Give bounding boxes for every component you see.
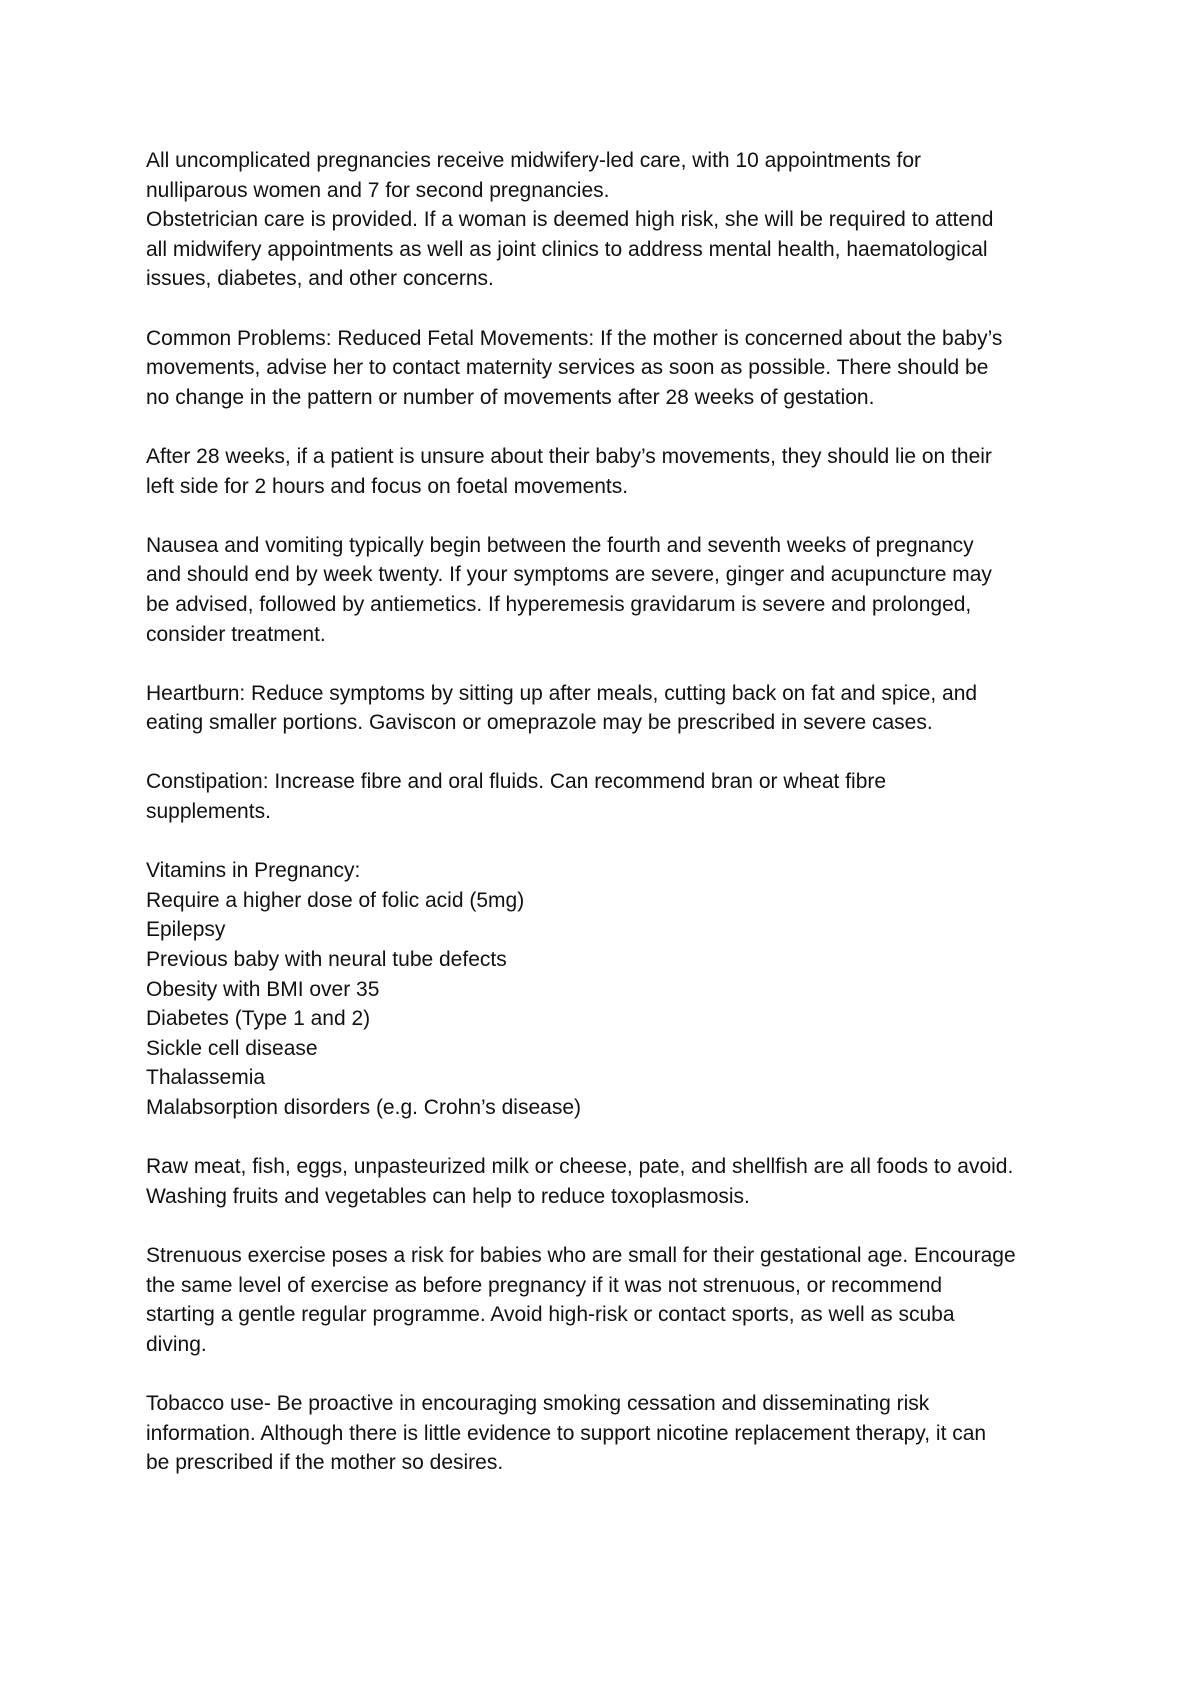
text-line: left side for 2 hours and focus on foetal movements.	[146, 474, 629, 498]
text-line: Raw meat, fish, eggs, unpasteurized milk or cheese, pate, and shellfish are all foods to avoid.	[146, 1155, 1014, 1179]
paragraph-after-28-weeks	[146, 442, 1066, 501]
text-line: Common Problems: Reduced Fetal Movements: If the mother is concerned about the baby’s	[146, 326, 1003, 350]
paragraph-constipation	[146, 767, 1066, 826]
text-line: movements, advise her to contact maternity services as soon as possible. There should be	[146, 356, 989, 380]
paragraph-tobacco-use	[146, 1389, 1066, 1478]
text-line: eating smaller portions. Gaviscon or omeprazole may be prescribed in severe cases.	[146, 711, 933, 735]
text-line: starting a gentle regular programme. Avoid high-risk or contact sports, as well as scuba	[146, 1303, 955, 1327]
text-line: All uncomplicated pregnancies receive midwifery-led care, with 10 appointments for	[146, 149, 922, 172]
paragraph-antenatal-care	[146, 146, 1066, 294]
text-line: supplements.	[146, 800, 271, 824]
text-line: information. Although there is little evidence to support nicotine replacement therapy, it can	[146, 1421, 987, 1445]
text-line: Epilepsy	[146, 918, 226, 942]
text-line: Malabsorption disorders (e.g. Crohn’s disease)	[146, 1096, 581, 1119]
text-line: Thalassemia	[146, 1066, 266, 1090]
document-body	[146, 146, 1066, 1507]
text-line: Tobacco use- Be proactive in encouraging smoking cessation and disseminating risk	[146, 1391, 930, 1415]
text-line: Strenuous exercise poses a risk for babies who are small for their gestational age. Encourage	[146, 1243, 1016, 1267]
text-line: Previous baby with neural tube defects	[146, 948, 507, 972]
paragraph-vitamins	[146, 856, 1066, 1122]
text-line: be prescribed if the mother so desires.	[146, 1451, 504, 1475]
text-line: Washing fruits and vegetables can help to reduce toxoplasmosis.	[146, 1184, 750, 1208]
text-line: Nausea and vomiting typically begin between the fourth and seventh weeks of pregnancy	[146, 533, 974, 557]
text-line: Sickle cell disease	[146, 1036, 318, 1060]
text-line: Vitamins in Pregnancy:	[146, 859, 361, 883]
text-line: Obstetrician care is provided. If a woman is deemed high risk, she will be required to attend	[146, 208, 994, 232]
text-line: issues, diabetes, and other concerns.	[146, 267, 494, 291]
text-line: Require a higher dose of folic acid (5mg)	[146, 888, 525, 912]
text-line: no change in the pattern or number of movements after 28 weeks of gestation.	[146, 385, 875, 409]
paragraph-reduced-fetal-movements	[146, 324, 1066, 413]
paragraph-nausea-vomiting	[146, 531, 1066, 649]
paragraph-exercise	[146, 1241, 1066, 1359]
text-line: Heartburn: Reduce symptoms by sitting up after meals, cutting back on fat and spice, and	[146, 681, 978, 705]
text-line: After 28 weeks, if a patient is unsure about their baby’s movements, they should lie on their	[146, 444, 992, 468]
text-line: and should end by week twenty. If your symptoms are severe, ginger and acupuncture may	[146, 563, 992, 587]
text-line: all midwifery appointments as well as joint clinics to address mental health, haematological	[146, 237, 988, 261]
text-line: Diabetes (Type 1 and 2)	[146, 1007, 371, 1031]
text-line: the same level of exercise as before pregnancy if it was not strenuous, or recommend	[146, 1273, 943, 1297]
text-line: nulliparous women and 7 for second pregnancies.	[146, 178, 610, 202]
text-line: be advised, followed by antiemetics. If hyperemesis gravidarum is severe and prolonged,	[146, 592, 972, 616]
paragraph-foods-to-avoid	[146, 1152, 1066, 1211]
text-line: diving.	[146, 1332, 207, 1356]
text-line: Constipation: Increase fibre and oral fluids. Can recommend bran or wheat fibre	[146, 770, 887, 794]
paragraph-heartburn	[146, 679, 1066, 738]
text-line: Obesity with BMI over 35	[146, 977, 380, 1001]
text-line: consider treatment.	[146, 622, 326, 646]
